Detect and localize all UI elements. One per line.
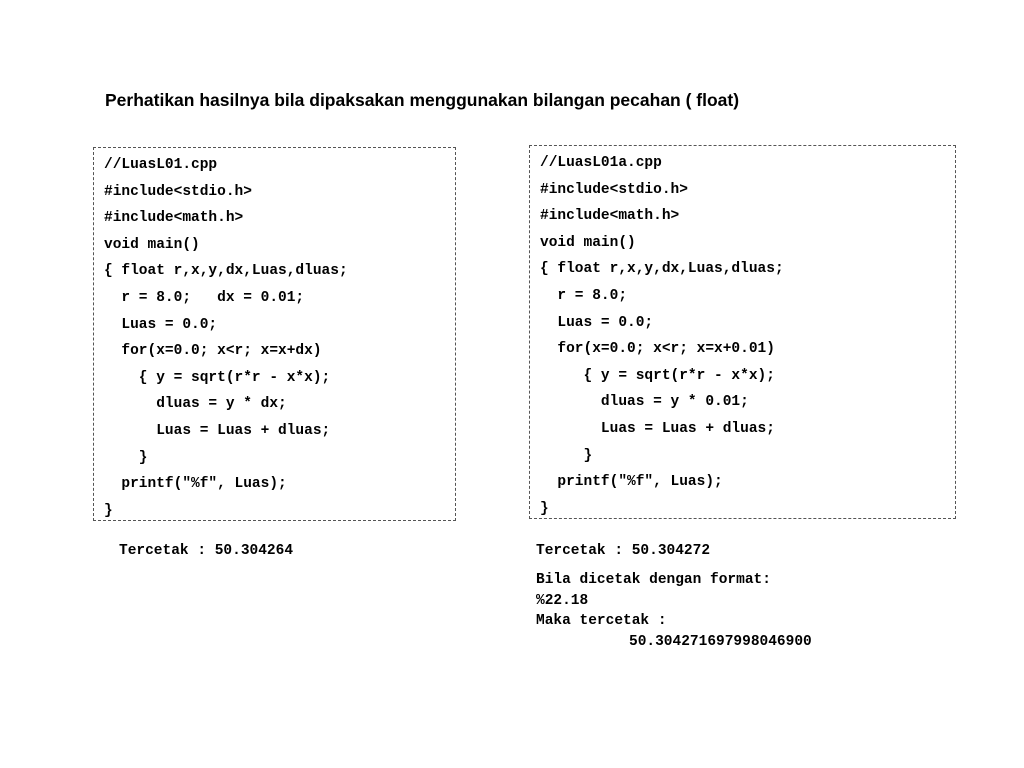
code-line: { float r,x,y,dx,Luas,dluas;: [104, 263, 348, 280]
code-line: printf("%f", Luas);: [104, 476, 287, 493]
code-line: }: [540, 500, 549, 517]
code-line: #include<math.h>: [104, 210, 244, 227]
formatted-result: 50.304271697998046900: [629, 633, 812, 650]
format-note-line: Maka tercetak :: [536, 613, 667, 629]
code-line: Luas = 0.0;: [104, 316, 218, 333]
code-line: }: [540, 447, 593, 464]
code-line: for(x=0.0; x<r; x=x+dx): [104, 343, 322, 360]
code-line: r = 8.0; dx = 0.01;: [104, 289, 305, 306]
code-line: dluas = y * 0.01;: [540, 394, 749, 411]
code-line: { float r,x,y,dx,Luas,dluas;: [540, 261, 784, 278]
code-line: void main(): [540, 234, 636, 251]
output-result-left: Tercetak : 50.304264: [119, 543, 294, 559]
code-line: Luas = Luas + dluas;: [104, 422, 331, 439]
code-listing-luasl01a: [529, 145, 956, 519]
code-line: void main(): [104, 236, 200, 253]
code-line: { y = sqrt(r*r - x*x);: [540, 367, 775, 384]
code-line: r = 8.0;: [540, 287, 628, 304]
code-line: //LuasL01a.cpp: [540, 155, 662, 171]
code-line: Luas = Luas + dluas;: [540, 420, 775, 437]
code-listing-luasl01: [93, 147, 456, 521]
code-line: for(x=0.0; x<r; x=x+0.01): [540, 341, 775, 358]
code-line: #include<math.h>: [540, 208, 680, 225]
code-line: { y = sqrt(r*r - x*x);: [104, 369, 331, 386]
output-result-right: Tercetak : 50.304272: [536, 543, 711, 559]
code-line: printf("%f", Luas);: [540, 474, 723, 491]
code-line: dluas = y * dx;: [104, 396, 287, 413]
code-line: //LuasL01.cpp: [104, 157, 218, 173]
slide-title: Perhatikan hasilnya bila dipaksakan menggunakan bilangan pecahan ( float): [105, 90, 740, 110]
code-line: #include<stdio.h>: [104, 183, 252, 200]
code-line: Luas = 0.0;: [540, 314, 654, 331]
code-line: }: [104, 502, 113, 519]
format-note: [536, 570, 812, 652]
format-note-line: Bila dicetak dengan format:: [536, 572, 771, 588]
code-line: }: [104, 449, 148, 466]
format-specifier: %22.18: [536, 592, 589, 609]
code-line: #include<stdio.h>: [540, 181, 688, 198]
